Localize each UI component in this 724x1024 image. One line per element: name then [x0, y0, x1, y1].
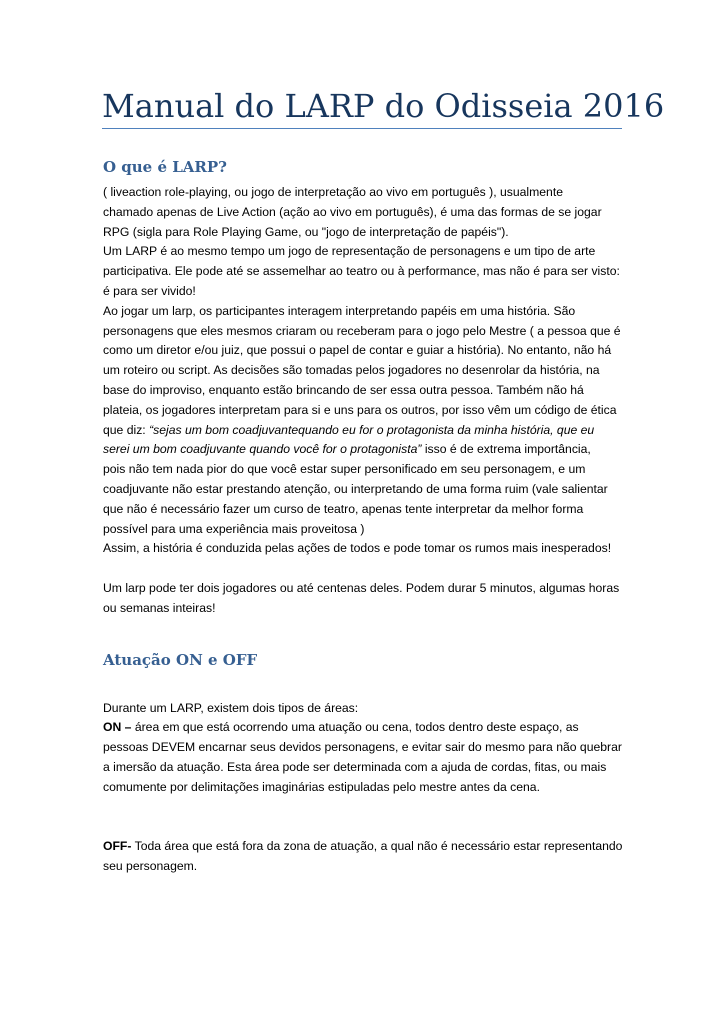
document-title: Manual do LARP do Odisseia 2016 [102, 87, 665, 125]
text-line: comumente por delimitações imaginárias estipuladas pelo mestre antes da cena. [103, 779, 540, 794]
text-line: pessoas DEVEM encarnar seus devidos personagens, e evitar sair do mesmo para não quebrar [103, 740, 622, 755]
text-line: seu personagem. [103, 858, 198, 873]
paragraph-duration [103, 579, 623, 619]
spacer [103, 798, 623, 818]
text-line: plateia, os jogadores interpretam para si e uns para os outros, por isso vêm um código de ética [103, 402, 617, 417]
on-text: área em que está ocorrendo uma atuação ou cena, todos dentro deste espaço, as [131, 720, 579, 735]
text-line: como um diretor e/ou juiz, que possui o papel de contar e guiar a história). No entanto, não há [103, 343, 612, 358]
on-definition-line [103, 718, 623, 738]
text-line: Um LARP é ao mesmo tempo um jogo de representação de personagens e um tipo de arte [103, 244, 596, 259]
document-body [103, 156, 623, 877]
text-line: a imersão da atuação. Esta área pode ser determinada com a ajuda de cordas, fitas, ou mais [103, 759, 607, 774]
text-line: Um larp pode ter dois jogadores ou até centenas deles. Podem durar 5 minutos, algumas horas [103, 580, 620, 595]
text-line: participativa. Ele pode até se assemelhar ao teatro ou à performance, mas não é para ser visto: [103, 264, 620, 279]
text-line: base do improviso, enquanto estão brincando de ser essa outra pessoa. Também não há [103, 382, 584, 397]
text-line: coadjuvante não estar prestando atenção, ou interpretando de uma forma ruim (vale salientar [103, 481, 608, 496]
text-line: que não é necessário fazer um curso de teatro, apenas tente interpretar da melhor forma [103, 501, 584, 516]
quote-line [103, 440, 623, 460]
off-definition-line [103, 837, 623, 857]
text-line: Durante um LARP, existem dois tipos de áreas: [103, 700, 359, 715]
text-line: RPG (sigla para Role Playing Game, ou "jogo de interpretação de papéis"). [103, 224, 509, 239]
text-line: ( liveaction role-playing, ou jogo de interpretação ao vivo em português ), usualmente [103, 185, 564, 199]
on-label: ON – [103, 720, 132, 735]
text-line: um roteiro ou script. As decisões são tomadas pelos jogadores no desenrolar da história, na [103, 363, 600, 378]
text-line: chamado apenas de Live Action (ação ao vivo em português), é uma das formas de se jogar [103, 204, 602, 219]
ethics-quote-end: serei um bom coadjuvante quando você for o protagonista” [103, 442, 422, 457]
text-line: Assim, a história é conduzida pelas ações de todos e pode tomar os rumos mais inesperados! [103, 541, 612, 556]
section-heading-on-off: Atuação ON e OFF [103, 650, 258, 669]
spacer [103, 559, 623, 579]
paragraph-areas [103, 699, 623, 798]
text-line: ou semanas inteiras! [103, 600, 216, 615]
quote-line [103, 421, 623, 441]
ethics-quote: “sejas um bom coadjuvantequando eu for o protagonista da minha história, que eu [149, 422, 595, 437]
text-line: Ao jogar um larp, os participantes interagem interpretando papéis em uma história. São [103, 303, 576, 318]
title-underline [102, 128, 622, 129]
off-label: OFF- [103, 839, 132, 854]
quote-prefix: que diz: [103, 422, 150, 437]
text-line: personagens que eles mesmos criaram ou receberam para o jogo pelo Mestre ( a pessoa que é [103, 323, 621, 338]
off-text: Toda área que está fora da zona de atuação, a qual não é necessário estar representando [131, 839, 623, 854]
paragraph-off [103, 837, 623, 877]
spacer [103, 817, 623, 837]
paragraph-what-is-larp [103, 183, 623, 559]
quote-suffix: isso é de extrema importância, [421, 442, 591, 457]
text-line: é para ser vivido! [103, 283, 196, 298]
section-heading-what-is-larp: O que é LARP? [103, 158, 227, 176]
text-line: possível para uma experiência mais proveitosa ) [103, 521, 365, 536]
text-line: pois não tem nada pior do que você estar super personificado em seu personagem, e um [103, 462, 586, 477]
